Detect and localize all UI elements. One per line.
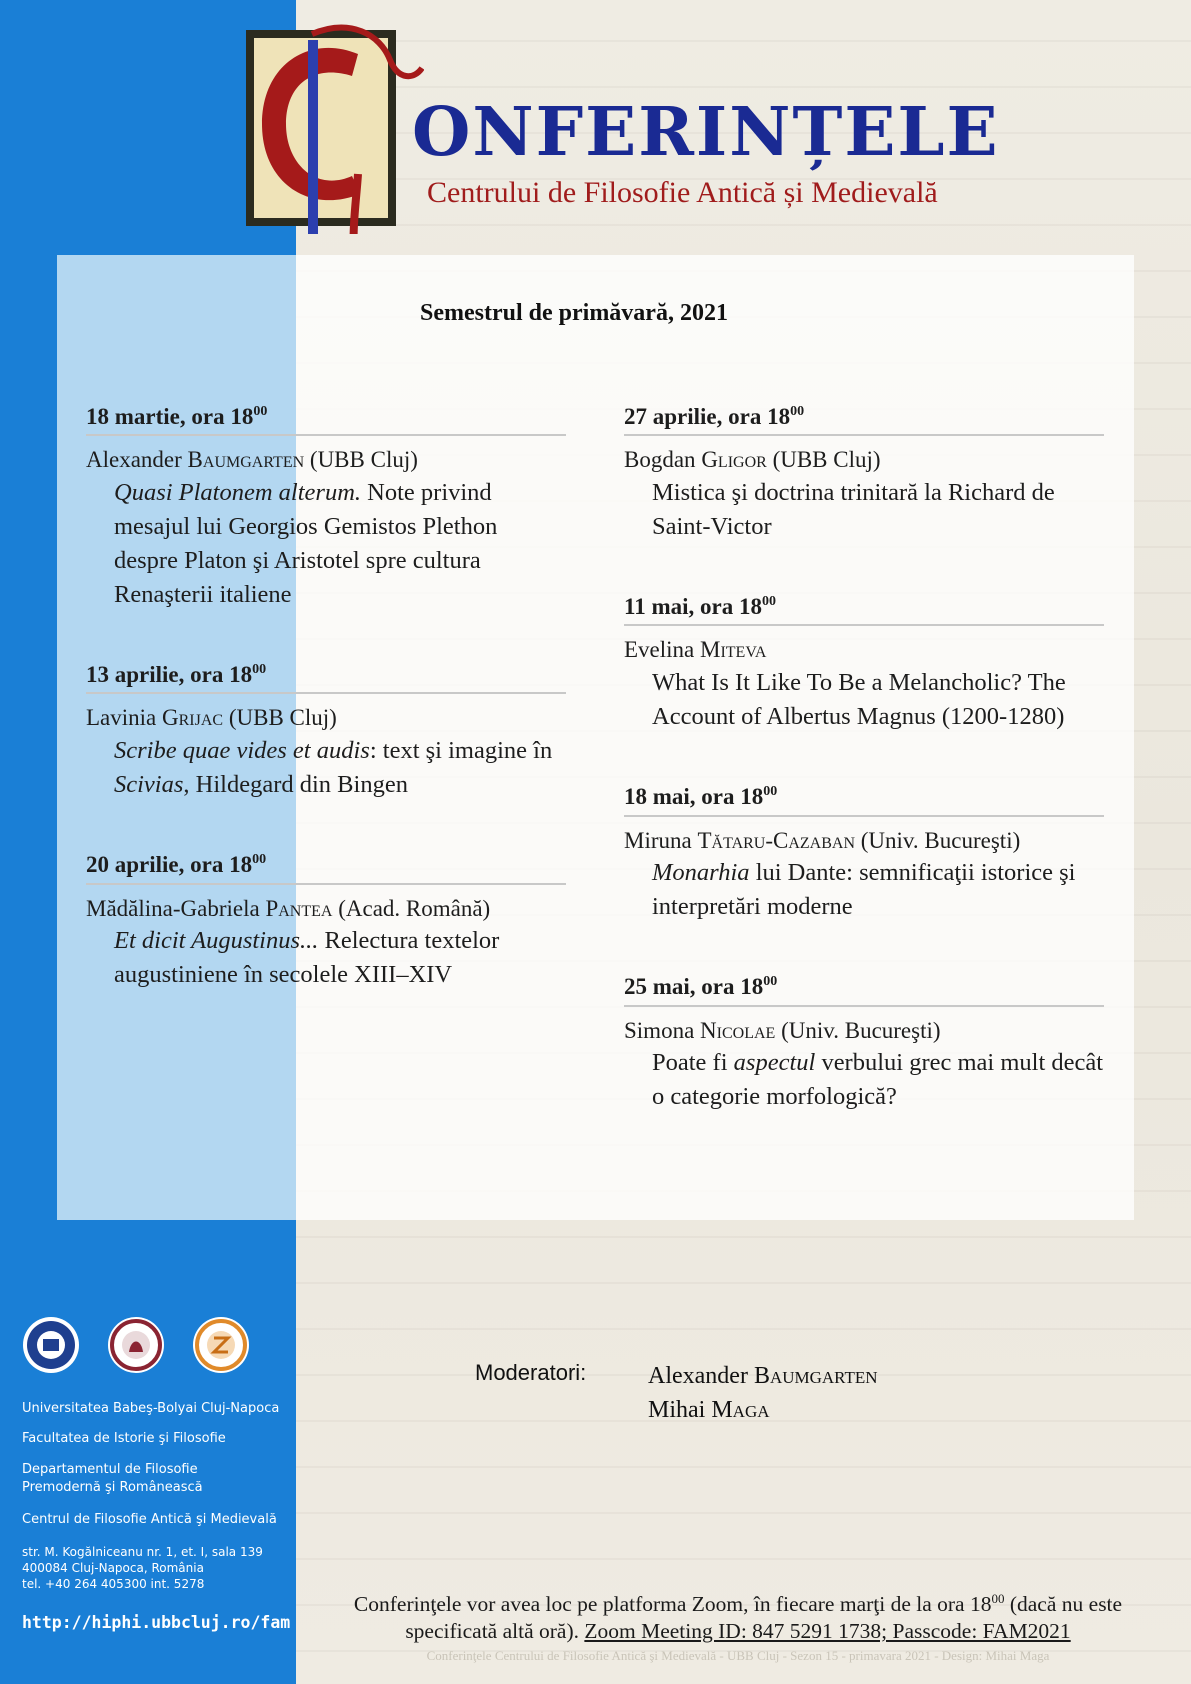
address: str. M. Kogălniceanu nr. 1, et. I, sala 139 400084 Cluj-Napoca, România tel. +40 264 405300 int. 5278 [22, 1545, 263, 1592]
centre-name: Centrul de Filosofie Antică şi Medievală [22, 1512, 277, 1527]
manuscript-line [296, 1282, 1191, 1284]
department-seal-icon [192, 1316, 250, 1374]
manuscript-line [296, 86, 1191, 88]
talk-entry [624, 594, 1104, 734]
department-name: Departamentul de Filosofie Premodernă şi Românească [22, 1462, 203, 1495]
schedule-left-column [86, 404, 566, 1042]
moderators-label: Moderatori: [475, 1360, 587, 1385]
faculty-name: Facultatea de Istorie şi Filosofie [22, 1431, 226, 1446]
talk-entry [624, 784, 1104, 924]
semester-heading: Semestrul de primăvară, 2021 [420, 300, 728, 326]
illuminated-initial-icon [240, 24, 424, 234]
manuscript-line [296, 224, 1191, 226]
talk-date: 27 aprilie, ora $18^{00}$ [624, 404, 1104, 436]
talk-title: Poate fi aspectul verbului grec mai mult decât o categorie morfologică? [652, 1049, 1104, 1111]
manuscript-line [296, 1466, 1191, 1468]
talk-date: 20 aprilie, ora $18^{00}$ [86, 852, 566, 884]
moderator-name: Alexander Baumgarten [648, 1363, 878, 1389]
university-name: Universitatea Babeş-Bolyai Cluj-Napoca [22, 1401, 280, 1416]
talk-date: 25 mai, ora $18^{00}$ [624, 974, 1104, 1006]
talk-title: What Is It Like To Be a Melancholic? The Account of Albertus Magnus (1200-1280) [652, 669, 1066, 731]
faculty-seal-icon [107, 1316, 165, 1374]
zoom-note: Conferinţele vor avea loc pe platforma Zoom, în fiecare marţi de la ora $18^{00}$ (dacă nu este specificată altă oră). Zoom Meeting ID: 847 5291 1738; Passcode: FAM2021 [353, 1591, 1123, 1643]
talk-speaker: Evelina Miteva [624, 637, 767, 663]
talk-title: Monarhia lui Dante: semnificaţii istorice şi interpretări moderne [652, 859, 1076, 921]
talk-speaker: Bogdan Gligor (UBB Cluj) [624, 447, 881, 473]
talk-speaker: Miruna Tătaru-Cazaban (Univ. Bucureşti) [624, 827, 1021, 853]
website-link[interactable]: http://hiphi.ubbcluj.ro/fam [22, 1613, 291, 1632]
manuscript-line [296, 1558, 1191, 1560]
page-subtitle: Centrului de Filosofie Antică și Medievală [427, 176, 938, 209]
design-credit: Conferinţele Centrului de Filosofie Antică şi Medievală - UBB Cluj - Sezon 15 - primavara 2021 - Design: Mihai Maga [426, 1648, 1050, 1663]
talk-speaker: Alexander Baumgarten (UBB Cluj) [86, 447, 418, 473]
talk-title: Quasi Platonem alterum. Note privind mesajul lui Georgios Gemistos Plethon despre Platon şi Aristotel spre cultura Renaşterii italiene [114, 479, 498, 609]
university-seal-icon [22, 1316, 80, 1374]
talk-title: Et dicit Augustinus... Relectura textelor augustiniene în secolele XIII–XIV [114, 927, 500, 989]
talk-date: 18 mai, ora $18^{00}$ [624, 784, 1104, 816]
page-title: ONFERINȚELE [412, 92, 1000, 171]
manuscript-line [296, 40, 1191, 42]
talk-entry [86, 852, 566, 992]
talk-speaker: Lavinia Grijac (UBB Cluj) [86, 705, 337, 731]
talk-entry [624, 404, 1104, 544]
moderators-names [648, 1359, 878, 1427]
talk-date: 13 aprilie, ora $18^{00}$ [86, 662, 566, 694]
talk-title: Mistica şi doctrina trinitară la Richard de Saint-Victor [652, 479, 1055, 541]
talk-date: 18 martie, ora $18^{00}$ [86, 404, 566, 436]
talk-entry [624, 974, 1104, 1114]
talk-date: 11 mai, ora $18^{00}$ [624, 594, 1104, 626]
manuscript-line [296, 1328, 1191, 1330]
manuscript-line [296, 1236, 1191, 1238]
manuscript-line [296, 1512, 1191, 1514]
moderator-name: Mihai Maga [648, 1397, 770, 1423]
institution-logos [22, 1316, 262, 1376]
talk-entry [86, 662, 566, 802]
talk-title: Scribe quae vides et audis: text şi imagine în Scivias, Hildegard din Bingen [114, 737, 553, 799]
talk-entry [86, 404, 566, 612]
talk-speaker: Simona Nicolae (Univ. Bucureşti) [624, 1017, 941, 1043]
schedule-right-column [624, 404, 1104, 1164]
talk-speaker: Mădălina-Gabriela Pantea (Acad. Română) [86, 895, 491, 921]
zoom-meeting-link[interactable]: Zoom Meeting ID: 847 5291 1738; Passcode: FAM2021 [584, 1619, 1071, 1643]
